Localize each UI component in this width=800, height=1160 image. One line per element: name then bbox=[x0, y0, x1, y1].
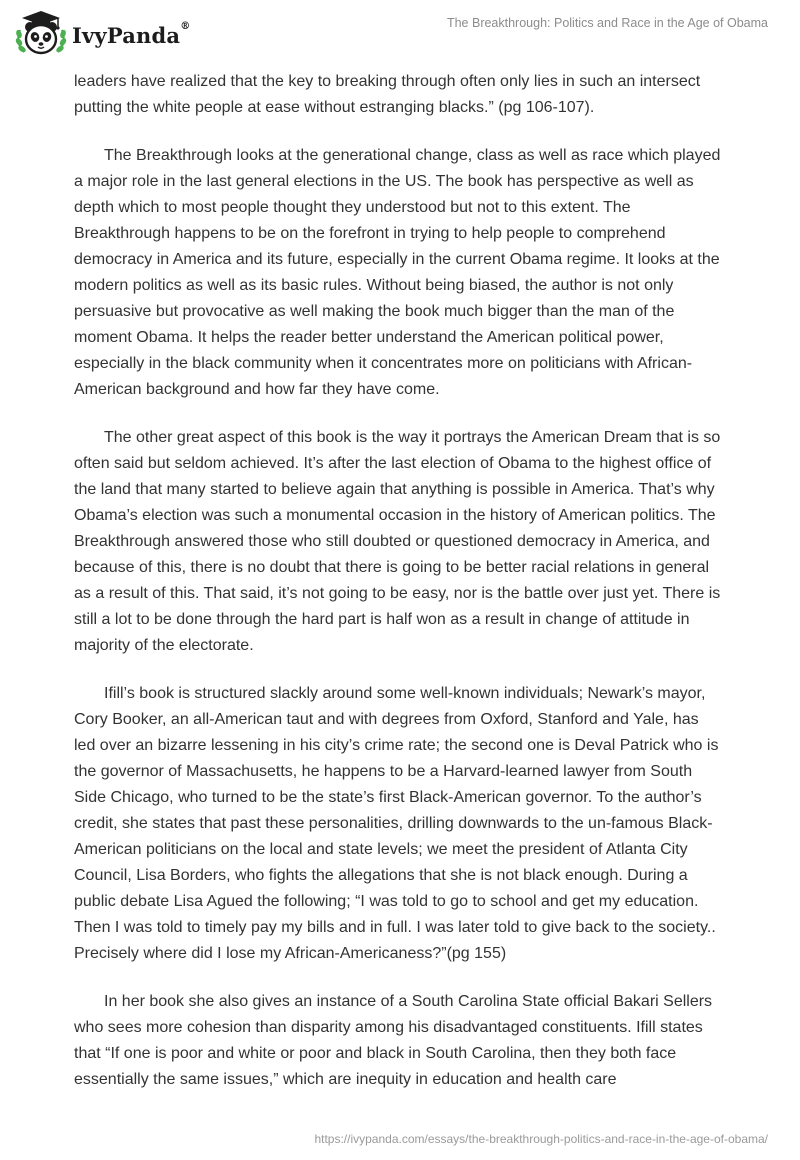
paragraph: The Breakthrough looks at the generational change, class as well as race which played a major role in the last general elections in the US. The book has perspective as well as depth which to most people thought they understood but not to this extent. The Breakthrough happens to be on the forefront in trying to help people to comprehend democracy in America and its future, especially in the current Obama regime. It looks at the modern politics as well as its basic rules. Without being biased, the author is not only persuasive but provocative as well making the book much bigger than the man of the moment Obama. It helps the reader better understand the American political power, especially in the black community when it concentrates more on politicians with African-American background and how far they have come. bbox=[74, 147, 721, 398]
paragraph-continued: leaders have realized that the key to breaking through often only lies in such an intersect putting the white people at ease without estranging blacks.” (pg 106-107). bbox=[74, 73, 701, 116]
document-title: The Breakthrough: Politics and Race in the Age of Obama bbox=[446, 16, 768, 30]
essay-body bbox=[74, 69, 722, 1115]
registered-mark: ® bbox=[180, 20, 191, 32]
panda-graduate-icon bbox=[14, 8, 68, 60]
paragraph: In her book she also gives an instance of a South Carolina State official Bakari Sellers who sees more cohesion than disparity among his disadvantaged constituents. Ifill states that “If one is poor and white or poor and black in South Carolina, then they both face essentially the same issues,” which are inequity in education and health care bbox=[74, 993, 713, 1088]
page-header bbox=[0, 0, 800, 66]
paragraph: The other great aspect of this book is the way it portrays the American Dream that is so often said but seldom achieved. It’s after the last election of Obama to the highest office of the land that many started to believe again that anything is possible in America. That’s why Obama’s election was such a monumental occasion in the history of American politics. The Breakthrough answered those who still doubted or questioned democracy in America, and because of this, there is no doubt that there is going to be better racial relations in general as a result of this. That said, it’s not going to be easy, nor is the battle over just yet. There is still a lot to be done through the hard part is half won as a result in change of attitude in majority of the electorate. bbox=[74, 429, 721, 654]
ivypanda-logo[interactable] bbox=[14, 8, 190, 60]
source-url[interactable]: https://ivypanda.com/essays/the-breakthrough-politics-and-race-in-the-age-of-obama/ bbox=[314, 1132, 768, 1146]
paragraph: Ifill’s book is structured slackly around some well-known individuals; Newark’s mayor, Cory Booker, an all-American taut and with degrees from Oxford, Stanford and Yale, has led over an bizarre lessening in his city’s crime rate; the second one is Deval Patrick who is the governor of Massachusetts, he happens to be a Harvard-learned lawyer from South Side Chicago, who turned to be the state’s first Black-American governor. To the author’s credit, she states that past these personalities, drilling downwards to the un-famous Black-American politicians on the local and state levels; we meet the president of Atlanta City Council, Lisa Borders, who fights the allegations that she is not black enough. During a public debate Lisa Agued the following; “I was told to go to school and get my education. Then I was told to timely pay my bills and in full. I was later told to give back to the society.. Precisely where did I lose my African-Americaness?”(pg 155) bbox=[74, 685, 719, 962]
logo-wordmark: IvyPanda® bbox=[72, 20, 191, 48]
